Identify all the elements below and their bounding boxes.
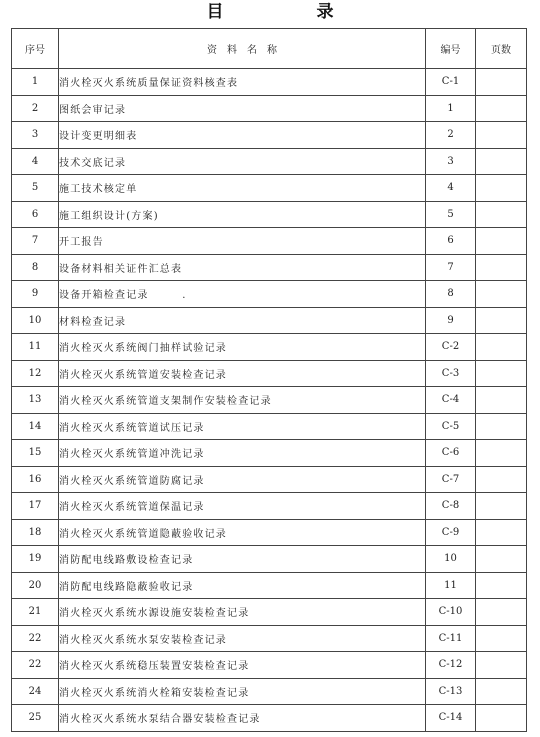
- row-code: C-6: [426, 440, 476, 467]
- row-name: 消火栓灭火系统管道支架制作安装检查记录: [59, 387, 426, 414]
- row-code: 10: [426, 546, 476, 573]
- header-pages: 页数: [476, 29, 527, 69]
- table-row: [12, 519, 527, 546]
- row-pages: [476, 440, 527, 467]
- row-pages: [476, 122, 527, 149]
- row-pages: [476, 652, 527, 679]
- row-seq: 6: [12, 201, 59, 228]
- row-seq: 11: [12, 334, 59, 361]
- row-name: 设计变更明细表: [59, 122, 426, 149]
- row-name: 施工技术核定单: [59, 175, 426, 202]
- row-name: 施工组织设计(方案): [59, 201, 426, 228]
- row-code: C-5: [426, 413, 476, 440]
- row-seq: 13: [12, 387, 59, 414]
- row-name: 消火栓灭火系统管道冲洗记录: [59, 440, 426, 467]
- row-name: 开工报告: [59, 228, 426, 255]
- header-seq: 序号: [12, 29, 59, 69]
- row-seq: 19: [12, 546, 59, 573]
- row-pages: [476, 254, 527, 281]
- table-header: [12, 29, 527, 69]
- row-pages: [476, 546, 527, 573]
- row-code: C-9: [426, 519, 476, 546]
- row-name: 消火栓灭火系统质量保证资料核查表: [59, 69, 426, 96]
- table-row: [12, 69, 527, 96]
- table-row: [12, 307, 527, 334]
- row-name: 设备开箱检查记录 .: [59, 281, 426, 308]
- row-code: 3: [426, 148, 476, 175]
- row-seq: 7: [12, 228, 59, 255]
- row-code: C-12: [426, 652, 476, 679]
- row-seq: 14: [12, 413, 59, 440]
- row-code: C-11: [426, 625, 476, 652]
- row-seq: 9: [12, 281, 59, 308]
- table-row: [12, 493, 527, 520]
- row-code: 4: [426, 175, 476, 202]
- row-pages: [476, 572, 527, 599]
- row-pages: [476, 148, 527, 175]
- row-pages: [476, 360, 527, 387]
- row-pages: [476, 519, 527, 546]
- row-seq: 24: [12, 678, 59, 705]
- row-name: 技术交底记录: [59, 148, 426, 175]
- table-body: [12, 69, 527, 732]
- row-code: 8: [426, 281, 476, 308]
- table-row: [12, 678, 527, 705]
- row-code: 6: [426, 228, 476, 255]
- table-row: [12, 148, 527, 175]
- page-title: 目 录: [206, 2, 372, 22]
- row-code: 11: [426, 572, 476, 599]
- row-seq: 8: [12, 254, 59, 281]
- row-code: C-3: [426, 360, 476, 387]
- table-row: [12, 95, 527, 122]
- table-row: [12, 360, 527, 387]
- header-code: 编号: [426, 29, 476, 69]
- row-name: 消火栓灭火系统管道保温记录: [59, 493, 426, 520]
- row-code: 2: [426, 122, 476, 149]
- row-seq: 3: [12, 122, 59, 149]
- row-pages: [476, 705, 527, 732]
- row-name: 消防配电线路隐蔽验收记录: [59, 572, 426, 599]
- table-row: [12, 466, 527, 493]
- row-name: 消火栓灭火系统水泵结合器安装检查记录: [59, 705, 426, 732]
- row-name: 消火栓灭火系统水泵安装检查记录: [59, 625, 426, 652]
- row-name: 消火栓灭火系统管道防腐记录: [59, 466, 426, 493]
- row-pages: [476, 493, 527, 520]
- row-name: 消火栓灭火系统管道安装检查记录: [59, 360, 426, 387]
- row-name: 消防配电线路敷设检查记录: [59, 546, 426, 573]
- row-name: 消火栓灭火系统阀门抽样试验记录: [59, 334, 426, 361]
- row-seq: 5: [12, 175, 59, 202]
- row-pages: [476, 69, 527, 96]
- row-name: 材料检查记录: [59, 307, 426, 334]
- table-row: [12, 175, 527, 202]
- table-row: [12, 599, 527, 626]
- table-row: [12, 281, 527, 308]
- table-row: [12, 546, 527, 573]
- row-name: 图纸会审记录: [59, 95, 426, 122]
- row-pages: [476, 228, 527, 255]
- row-name: 消火栓灭火系统消火栓箱安装检查记录: [59, 678, 426, 705]
- table-row: [12, 334, 527, 361]
- table-row: [12, 387, 527, 414]
- row-code: C-14: [426, 705, 476, 732]
- row-seq: 2: [12, 95, 59, 122]
- row-seq: 25: [12, 705, 59, 732]
- row-code: C-8: [426, 493, 476, 520]
- row-code: C-2: [426, 334, 476, 361]
- row-seq: 22: [12, 625, 59, 652]
- header-name: 资料名称: [59, 29, 426, 69]
- row-pages: [476, 95, 527, 122]
- table-row: [12, 705, 527, 732]
- row-name: 消火栓灭火系统管道隐蔽验收记录: [59, 519, 426, 546]
- table-row: [12, 122, 527, 149]
- row-pages: [476, 387, 527, 414]
- header-row: [12, 29, 527, 69]
- row-pages: [476, 625, 527, 652]
- row-seq: 4: [12, 148, 59, 175]
- row-seq: 1: [12, 69, 59, 96]
- row-pages: [476, 466, 527, 493]
- toc-table: [11, 28, 527, 732]
- row-pages: [476, 307, 527, 334]
- row-pages: [476, 413, 527, 440]
- row-seq: 12: [12, 360, 59, 387]
- row-name: 消火栓灭火系统稳压装置安装检查记录: [59, 652, 426, 679]
- row-code: C-13: [426, 678, 476, 705]
- row-seq: 21: [12, 599, 59, 626]
- row-seq: 17: [12, 493, 59, 520]
- row-seq: 15: [12, 440, 59, 467]
- table-row: [12, 652, 527, 679]
- row-name: 消火栓灭火系统管道试压记录: [59, 413, 426, 440]
- row-pages: [476, 678, 527, 705]
- row-pages: [476, 334, 527, 361]
- row-pages: [476, 599, 527, 626]
- row-name: 设备材料相关证件汇总表: [59, 254, 426, 281]
- row-code: C-1: [426, 69, 476, 96]
- table-row: [12, 413, 527, 440]
- table-row: [12, 440, 527, 467]
- row-code: 7: [426, 254, 476, 281]
- row-seq: 20: [12, 572, 59, 599]
- row-pages: [476, 175, 527, 202]
- row-code: 9: [426, 307, 476, 334]
- row-code: 1: [426, 95, 476, 122]
- table-row: [12, 201, 527, 228]
- row-seq: 18: [12, 519, 59, 546]
- row-pages: [476, 201, 527, 228]
- row-code: C-10: [426, 599, 476, 626]
- row-seq: 22: [12, 652, 59, 679]
- table-row: [12, 254, 527, 281]
- row-code: 5: [426, 201, 476, 228]
- table-row: [12, 572, 527, 599]
- row-code: C-4: [426, 387, 476, 414]
- row-name: 消火栓灭火系统水源设施安装检查记录: [59, 599, 426, 626]
- row-seq: 16: [12, 466, 59, 493]
- row-pages: [476, 281, 527, 308]
- table-row: [12, 625, 527, 652]
- table-row: [12, 228, 527, 255]
- row-seq: 10: [12, 307, 59, 334]
- row-code: C-7: [426, 466, 476, 493]
